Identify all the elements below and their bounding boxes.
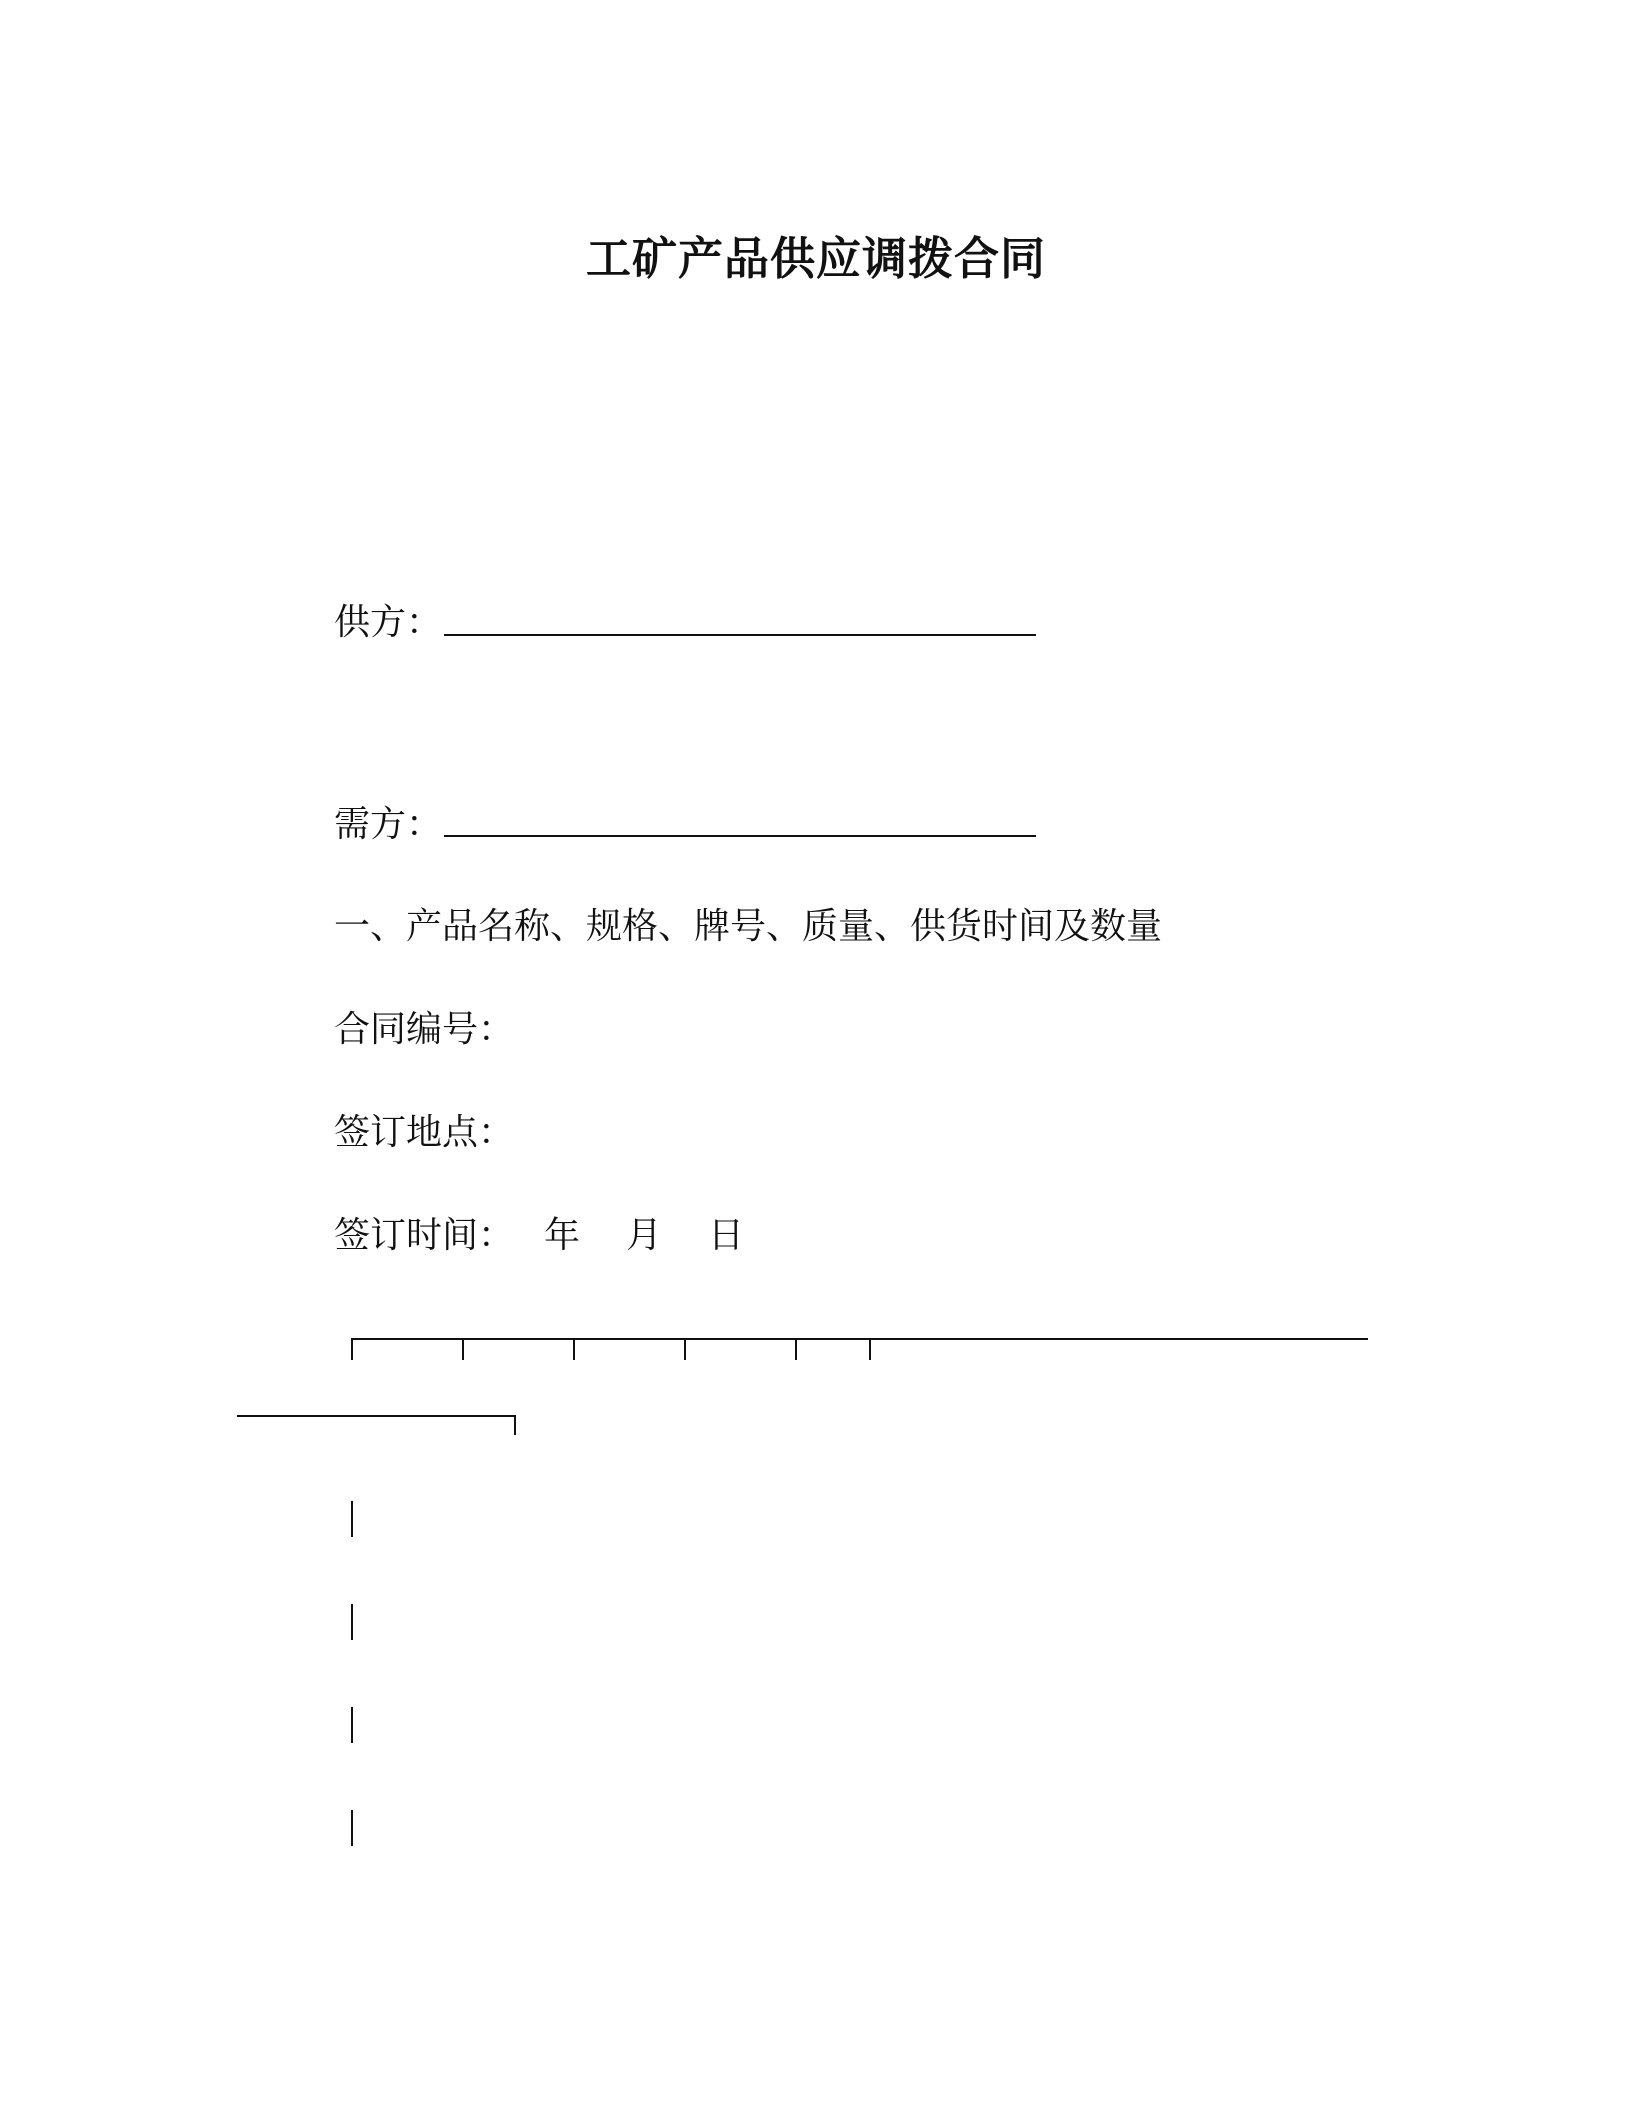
contract-number-label: 合同编号： [334, 1009, 515, 1050]
section-one-heading: 一、产品名称、规格、牌号、质量、供货时间及数量 [334, 906, 1163, 947]
table-left-border-fragment [351, 1604, 353, 1640]
supplier-label: 供方： [334, 602, 443, 643]
table-left-border-fragment [351, 1707, 353, 1743]
supplier-blank-line [444, 634, 1036, 636]
table-top-border [351, 1338, 1368, 1340]
signing-place-label: 签订地点： [334, 1112, 515, 1153]
month-label: 月 [626, 1215, 663, 1256]
day-label: 日 [708, 1215, 745, 1256]
table-left-border-fragment [351, 1810, 353, 1846]
year-label: 年 [544, 1215, 581, 1256]
signing-time-label: 签订时间： [334, 1215, 515, 1256]
table-column-tick [795, 1338, 797, 1360]
table-column-tick [462, 1338, 464, 1360]
table-column-tick [573, 1338, 575, 1360]
signing-time-line [334, 1207, 744, 1258]
table-left-border-fragment [351, 1501, 353, 1537]
buyer-label: 需方： [334, 804, 443, 845]
table-column-tick [869, 1338, 871, 1360]
table-column-tick [514, 1415, 516, 1435]
buyer-blank-line [444, 835, 1036, 837]
table-column-tick [684, 1338, 686, 1360]
document-title: 工矿产品供应调拨合同 [585, 232, 1046, 285]
table-column-tick [351, 1338, 353, 1360]
table-row-border [237, 1415, 515, 1417]
